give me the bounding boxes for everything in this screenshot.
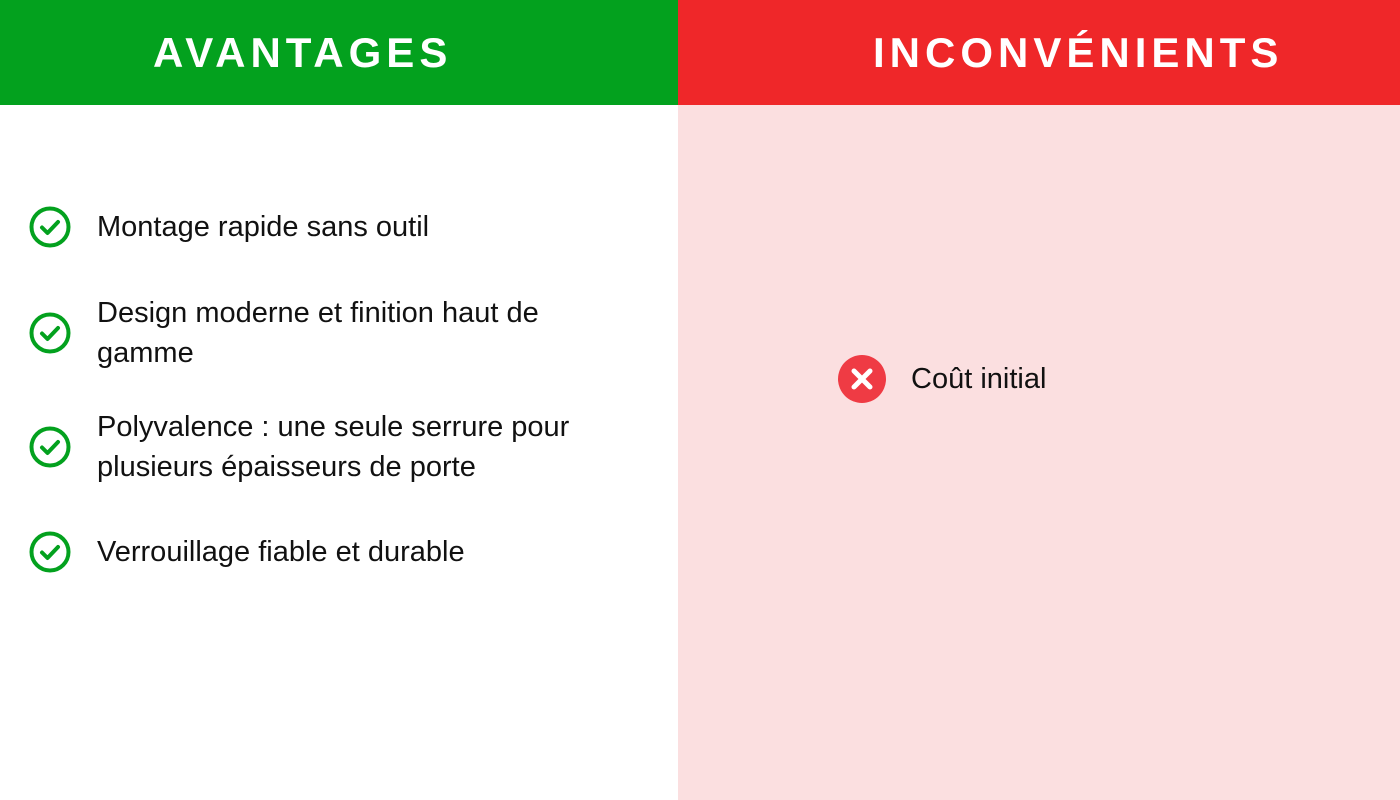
pros-item-label: Montage rapide sans outil [97,211,430,243]
cons-item-label: Coût initial [911,363,1047,395]
pros-column [0,0,678,800]
pros-list-item [28,293,587,373]
cons-list-item [838,355,1046,403]
cons-title: INCONVÉNIENTS [873,28,1284,76]
cons-header [678,0,1400,105]
check-circle-icon [28,530,72,574]
check-circle-icon [28,205,72,249]
pros-item-label: Polyvalence : une seule serrure pour plusieurs épaisseurs de porte [97,411,570,483]
cons-column [678,0,1400,800]
pros-list-item [28,407,587,487]
check-circle-icon [28,425,72,469]
pros-title: AVANTAGES [153,28,453,76]
pros-item-label: Design moderne et finition haut de gamme [97,297,539,369]
check-circle-icon [28,311,72,355]
x-circle-icon [838,355,886,403]
pros-item-label: Verrouillage fiable et durable [97,536,465,568]
pros-list-item [28,205,429,249]
pros-header [0,0,678,105]
pros-list-item [28,530,465,574]
